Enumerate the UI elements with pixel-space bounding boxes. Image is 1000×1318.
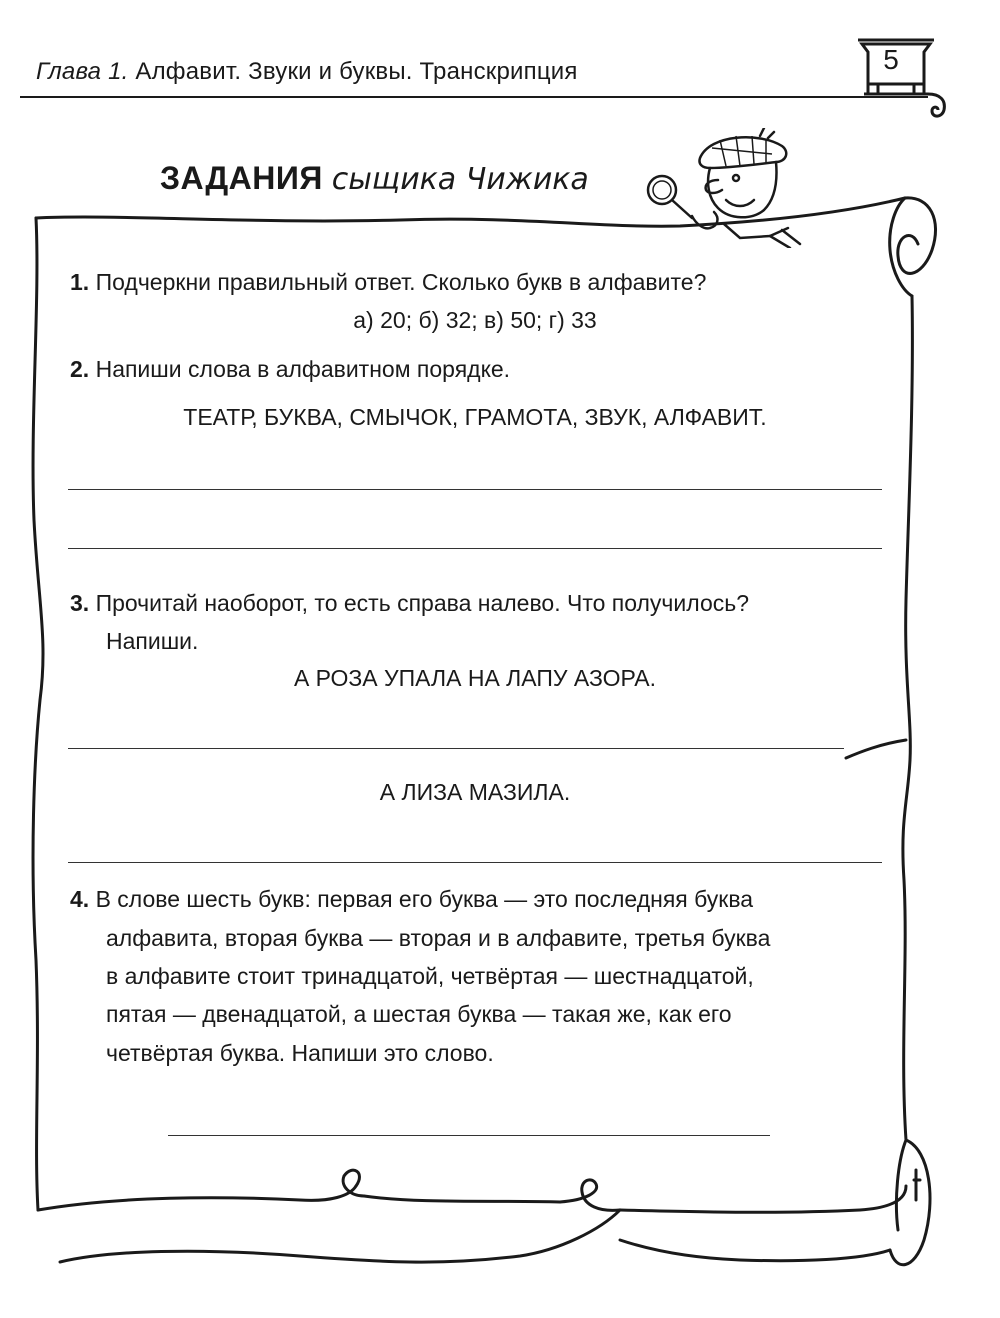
task-4-line-3: в алфавите стоит тринадцатой, четвёртая — шестнадцатой, [106,963,754,989]
page-number: 5 [883,44,899,75]
task-4-line-1: В слове шесть букв: первая его буква — это последняя буква [95,886,754,912]
task-3-text-line1: Прочитай наоборот, то есть справа налево. Что получилось? [95,590,750,616]
answer-line-3b[interactable] [68,862,882,863]
task-4-line-2: алфавита, вторая буква — вторая и в алфавите, третья буква [106,925,771,951]
page-title [160,160,589,197]
task-3-phrase-2: А ЛИЗА МАЗИЛА. [379,779,571,805]
answer-line-2a[interactable] [68,489,882,490]
task-1 [70,263,706,301]
task-3-number: 3. [70,590,90,616]
task-4 [70,880,753,918]
chapter-title: Алфавит. Звуки и буквы. Транскрипция [135,58,578,85]
answer-line-3a[interactable] [68,748,844,749]
title-italic: сыщика Чижика [331,162,589,197]
task-1-number: 1. [70,269,90,295]
task-1-text: Подчеркни правильный ответ. Сколько букв в алфавите? [95,269,707,295]
task-3-phrase-1: А РОЗА УПАЛА НА ЛАПУ АЗОРА. [293,665,657,691]
task-1-options: а) 20; б) 32; в) 50; г) 33 [353,307,597,333]
task-2-number: 2. [70,356,90,382]
task-3 [70,584,749,622]
task-2 [70,350,510,388]
task-3-text-line2: Напиши. [106,628,199,654]
answer-line-4[interactable] [168,1135,770,1136]
chapter-number: Глава 1. [36,58,129,85]
task-4-line-5: четвёртая буква. Напиши это слово. [106,1040,494,1066]
title-bold: ЗАДАНИЯ [160,160,323,196]
task-4-line-4: пятая — двенадцатой, а шестая буква — такая же, как его [106,1001,732,1027]
task-4-number: 4. [70,886,90,912]
detective-chizhik-illustration [640,128,820,248]
task-2-words: ТЕАТР, БУКВА, СМЫЧОК, ГРАМОТА, ЗВУК, АЛФАВИТ. [183,404,767,430]
answer-line-2b[interactable] [68,548,882,549]
task-2-text: Напиши слова в алфавитном порядке. [95,356,511,382]
